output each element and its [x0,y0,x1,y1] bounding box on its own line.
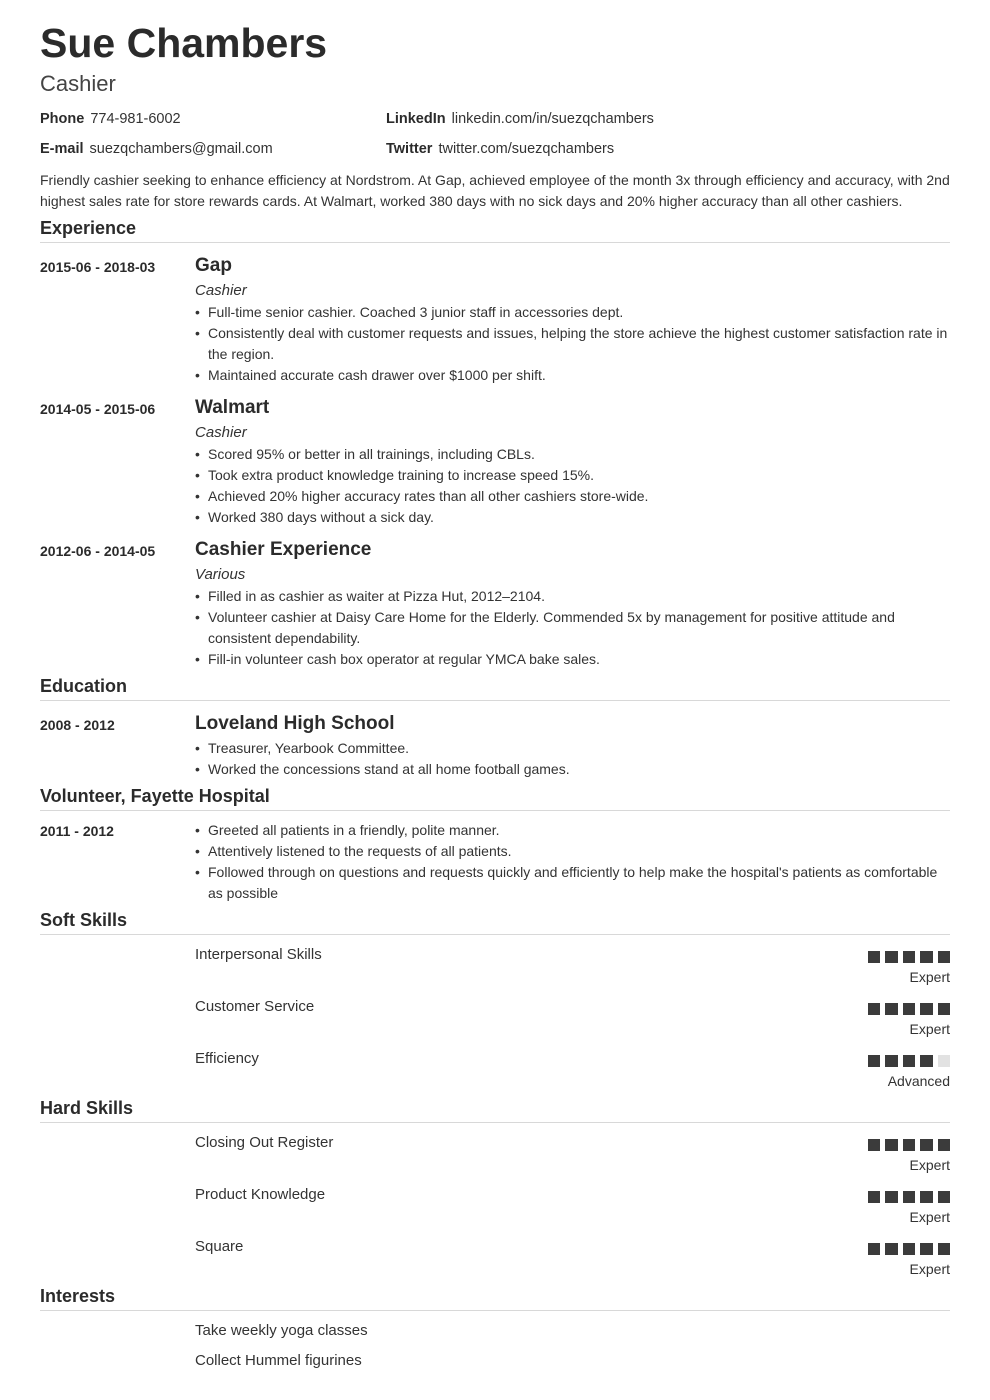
skill-rating-meter [868,951,950,963]
email-label: E-mail [40,141,84,157]
meter-square-filled [920,951,932,963]
skill-name: Customer Service [195,998,315,1015]
job-dates: 2012-06 - 2014-05 [40,543,156,559]
phone-value[interactable]: 774-981-6002 [90,111,181,127]
job-role: Cashier [195,424,247,441]
hard-skills-heading-text: Hard Skills [40,1098,134,1118]
skill-rating-meter [868,1003,950,1015]
skill-level: Expert [909,1021,950,1037]
contact-email [40,139,273,159]
meter-square-filled [868,1003,880,1015]
education-heading-text: Education [40,676,128,696]
education-section-heading [40,674,950,701]
skill-rating-meter [868,1191,950,1203]
list-item: • Maintained accurate cash drawer over $1000 per shift. [195,365,950,386]
email-link[interactable]: suezqchambers@gmail.com [89,141,273,157]
linkedin-label: LinkedIn [386,111,446,127]
skill-rating-meter [868,1139,950,1151]
meter-square-empty [938,1055,950,1067]
meter-square-filled [903,951,915,963]
job-dates: 2014-05 - 2015-06 [40,401,156,417]
skill-level: Expert [909,1261,950,1277]
experience-section-heading [40,216,950,243]
meter-square-filled [885,1003,897,1015]
meter-square-filled [868,1055,880,1067]
list-item: • Fill-in volunteer cash box operator at regular YMCA bake sales. [195,649,950,670]
list-item: • Worked 380 days without a sick day. [195,507,950,528]
meter-square-filled [868,1243,880,1255]
experience-heading-text: Experience [40,218,137,238]
skill-rating-meter [868,1243,950,1255]
meter-square-filled [903,1003,915,1015]
education-dates: 2008 - 2012 [40,717,115,733]
interest-item: Collect Hummel figurines [195,1352,362,1369]
job-bullets [195,586,950,670]
meter-square-filled [938,1003,950,1015]
list-item: • Scored 95% or better in all trainings, including CBLs. [195,444,950,465]
education-bullets [195,738,950,780]
job-role: Cashier [195,282,247,299]
hard-skills-section-heading [40,1096,950,1123]
meter-square-filled [868,951,880,963]
list-item: • Took extra product knowledge training to increase speed 15%. [195,465,950,486]
meter-square-filled [885,1055,897,1067]
meter-square-filled [938,951,950,963]
meter-square-filled [868,1139,880,1151]
meter-square-filled [903,1243,915,1255]
meter-square-filled [903,1139,915,1151]
meter-square-filled [885,951,897,963]
list-item: • Treasurer, Yearbook Committee. [195,738,950,759]
skill-name: Interpersonal Skills [195,946,322,963]
volunteer-bullets [195,820,950,904]
meter-square-filled [920,1139,932,1151]
meter-square-filled [885,1243,897,1255]
list-item: • Achieved 20% higher accuracy rates than all other cashiers store-wide. [195,486,950,507]
meter-square-filled [903,1055,915,1067]
meter-square-filled [938,1243,950,1255]
meter-square-filled [920,1003,932,1015]
meter-square-filled [885,1139,897,1151]
education-school: Loveland High School [195,713,395,734]
skill-rating-meter [868,1055,950,1067]
summary-text: Friendly cashier seeking to enhance efficiency at Nordstrom. At Gap, achieved employee of the month 3x through efficiency and accuracy, with 2nd highest sales rate for store rewards cards. At Walmart, worked 380 days with no sick days and 20% higher accuracy than all other cashiers. [40,172,950,209]
meter-square-filled [920,1243,932,1255]
skill-level: Expert [909,969,950,985]
list-item: • Volunteer cashier at Daisy Care Home for the Elderly. Commended 5x by management for positive attitude and consistent dependability. [195,607,950,649]
candidate-title: Cashier [40,71,116,96]
skill-name: Product Knowledge [195,1186,326,1203]
phone-label: Phone [40,111,85,127]
job-company: Walmart [195,397,270,418]
skill-level: Advanced [887,1073,950,1089]
meter-square-filled [885,1191,897,1203]
meter-square-filled [868,1191,880,1203]
contact-phone [40,109,181,129]
meter-square-filled [903,1191,915,1203]
job-dates: 2015-06 - 2018-03 [40,259,156,275]
meter-square-filled [938,1191,950,1203]
meter-square-filled [920,1055,932,1067]
linkedin-link[interactable]: linkedin.com/in/suezqchambers [451,111,654,127]
list-item: • Greeted all patients in a friendly, polite manner. [195,820,950,841]
meter-square-filled [920,1191,932,1203]
volunteer-dates: 2011 - 2012 [40,823,114,839]
list-item: • Followed through on questions and requests quickly and efficiently to help make the hospital's patients as comfortable as possible [195,862,950,904]
skill-name: Efficiency [195,1050,259,1067]
list-item: • Worked the concessions stand at all home football games. [195,759,950,780]
list-item: • Filled in as cashier as waiter at Pizza Hut, 2012–2104. [195,586,950,607]
twitter-link[interactable]: twitter.com/suezqchambers [438,141,615,157]
job-bullets [195,302,950,386]
contact-linkedin [386,109,654,129]
skill-name: Closing Out Register [195,1134,334,1151]
list-item: • Consistently deal with customer requests and issues, helping the store achieve the highest customer satisfaction rate in the region. [195,323,950,365]
list-item: • Full-time senior cashier. Coached 3 junior staff in accessories dept. [195,302,950,323]
interests-section-heading [40,1284,950,1311]
list-item: • Attentively listened to the requests of all patients. [195,841,950,862]
interest-item: Take weekly yoga classes [195,1322,368,1339]
soft-skills-section-heading [40,908,950,935]
job-role: Various [195,566,246,583]
twitter-label: Twitter [386,141,433,157]
skill-level: Expert [909,1209,950,1225]
contact-twitter [386,139,614,159]
candidate-name: Sue Chambers [40,20,328,66]
skill-name: Square [195,1238,244,1255]
volunteer-heading-text: Volunteer, Fayette Hospital [40,786,270,806]
interests-heading-text: Interests [40,1286,116,1306]
job-company: Gap [195,255,232,276]
job-bullets [195,444,950,528]
job-company: Cashier Experience [195,539,372,560]
volunteer-section-heading [40,784,950,811]
skill-level: Expert [909,1157,950,1173]
meter-square-filled [938,1139,950,1151]
soft-skills-heading-text: Soft Skills [40,910,128,930]
